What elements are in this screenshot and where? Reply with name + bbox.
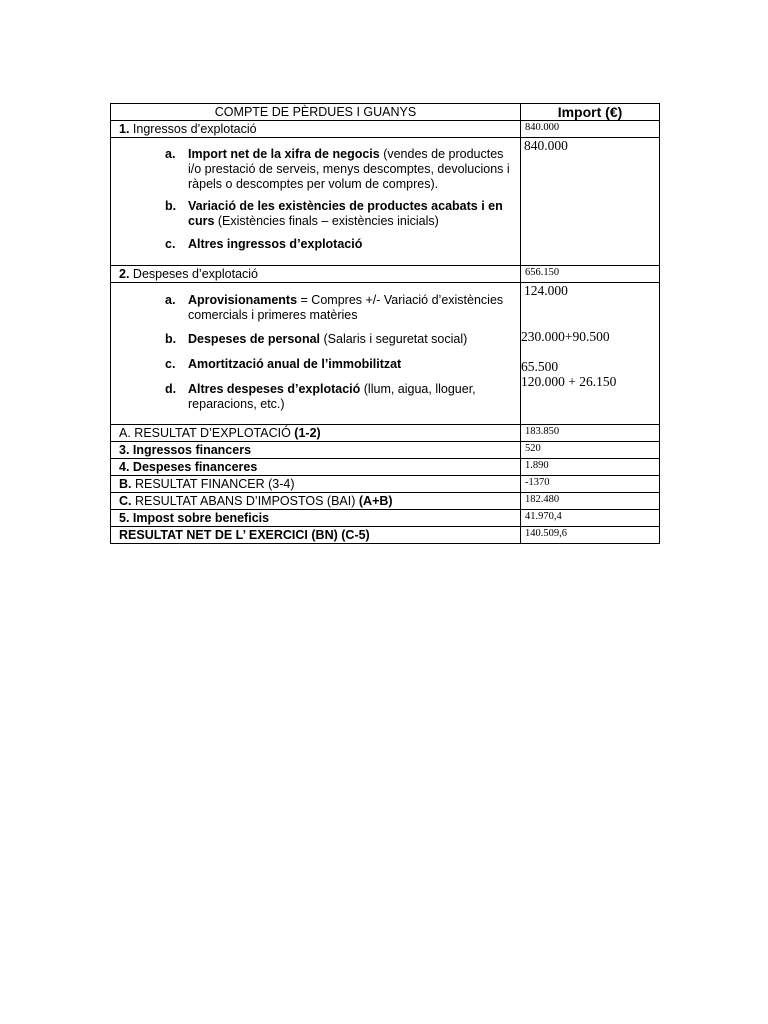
ingressos-value: 840.000 [521,121,660,138]
summary-row: A. RESULTAT D’EXPLOTACIÓ (1-2) 183.850 [111,425,660,442]
summary-row: C. RESULTAT ABANS D’IMPOSTOS (BAI) (A+B) 182.480 [111,493,660,510]
handwritten-value: 124.000 [524,283,568,298]
summary-row: 4. Despeses financeres 1.890 [111,459,660,476]
summary-row: B. RESULTAT FINANCER (3-4) -1370 [111,476,660,493]
despeses-row [111,266,660,283]
summary-value: 1.890 [521,459,660,476]
summary-value: 183.850 [521,425,660,442]
summary-row: RESULTAT NET DE L’ EXERCICI (BN) (C-5) 140.509,6 [111,527,660,544]
summary-row: 5. Impost sobre beneficis 41.970,4 [111,510,660,527]
despeses-detail-row [111,283,660,425]
summary-value: 140.509,6 [521,527,660,544]
summary-value: -1370 [521,476,660,493]
ingressos-label-cell [111,121,521,138]
ingressos-detail-row [111,138,660,266]
summary-row: 3. Ingressos financers 520 [111,442,660,459]
table-title: COMPTE DE PÈRDUES I GUANYS [111,104,521,121]
despeses-label-cell [111,266,521,283]
despeses-detail-cell: a. Aprovisionaments = Compres +/- Variació d’existències comercials i primeres matèries b. Despeses de personal (Salaris i seguretat social) c. Amortització anual de l’immobilitzat d. Altres despeses d’explotació (llum, aigua, lloguer, reparacions, etc.) [111,283,521,425]
summary-value: 41.970,4 [521,510,660,527]
ingressos-detail-cell: a. Import net de la xifra de negocis (vendes de productes i/o prestació de serveis, menys descomptes, devolucions i ràpels o descomptes per volum de compres). b. Variació de les existències de productes acabats i en curs (Existències finals – existències inicials) c. Altres ingressos d’explotació [111,138,521,266]
summary-value: 182.480 [521,493,660,510]
ingressos-detail-values [521,138,660,266]
handwritten-value: 65.500 [521,359,559,374]
ingressos-row [111,121,660,138]
section-label: Ingressos d’explotació [132,122,257,136]
despeses-value: 656.150 [521,266,660,283]
handwritten-value: 120.000 + 26.150 [521,374,617,389]
section-number: 2. [119,267,130,281]
despeses-detail-values [521,283,660,425]
summary-value: 520 [521,442,660,459]
section-number: 1. [119,122,130,136]
amount-column-header: Import (€) [521,104,660,121]
handwritten-value: 840.000 [524,138,568,153]
handwritten-value: 230.000+90.500 [521,329,610,344]
section-label: Despeses d’explotació [132,267,258,281]
table-header-row [111,104,660,121]
profit-loss-table [110,103,659,544]
